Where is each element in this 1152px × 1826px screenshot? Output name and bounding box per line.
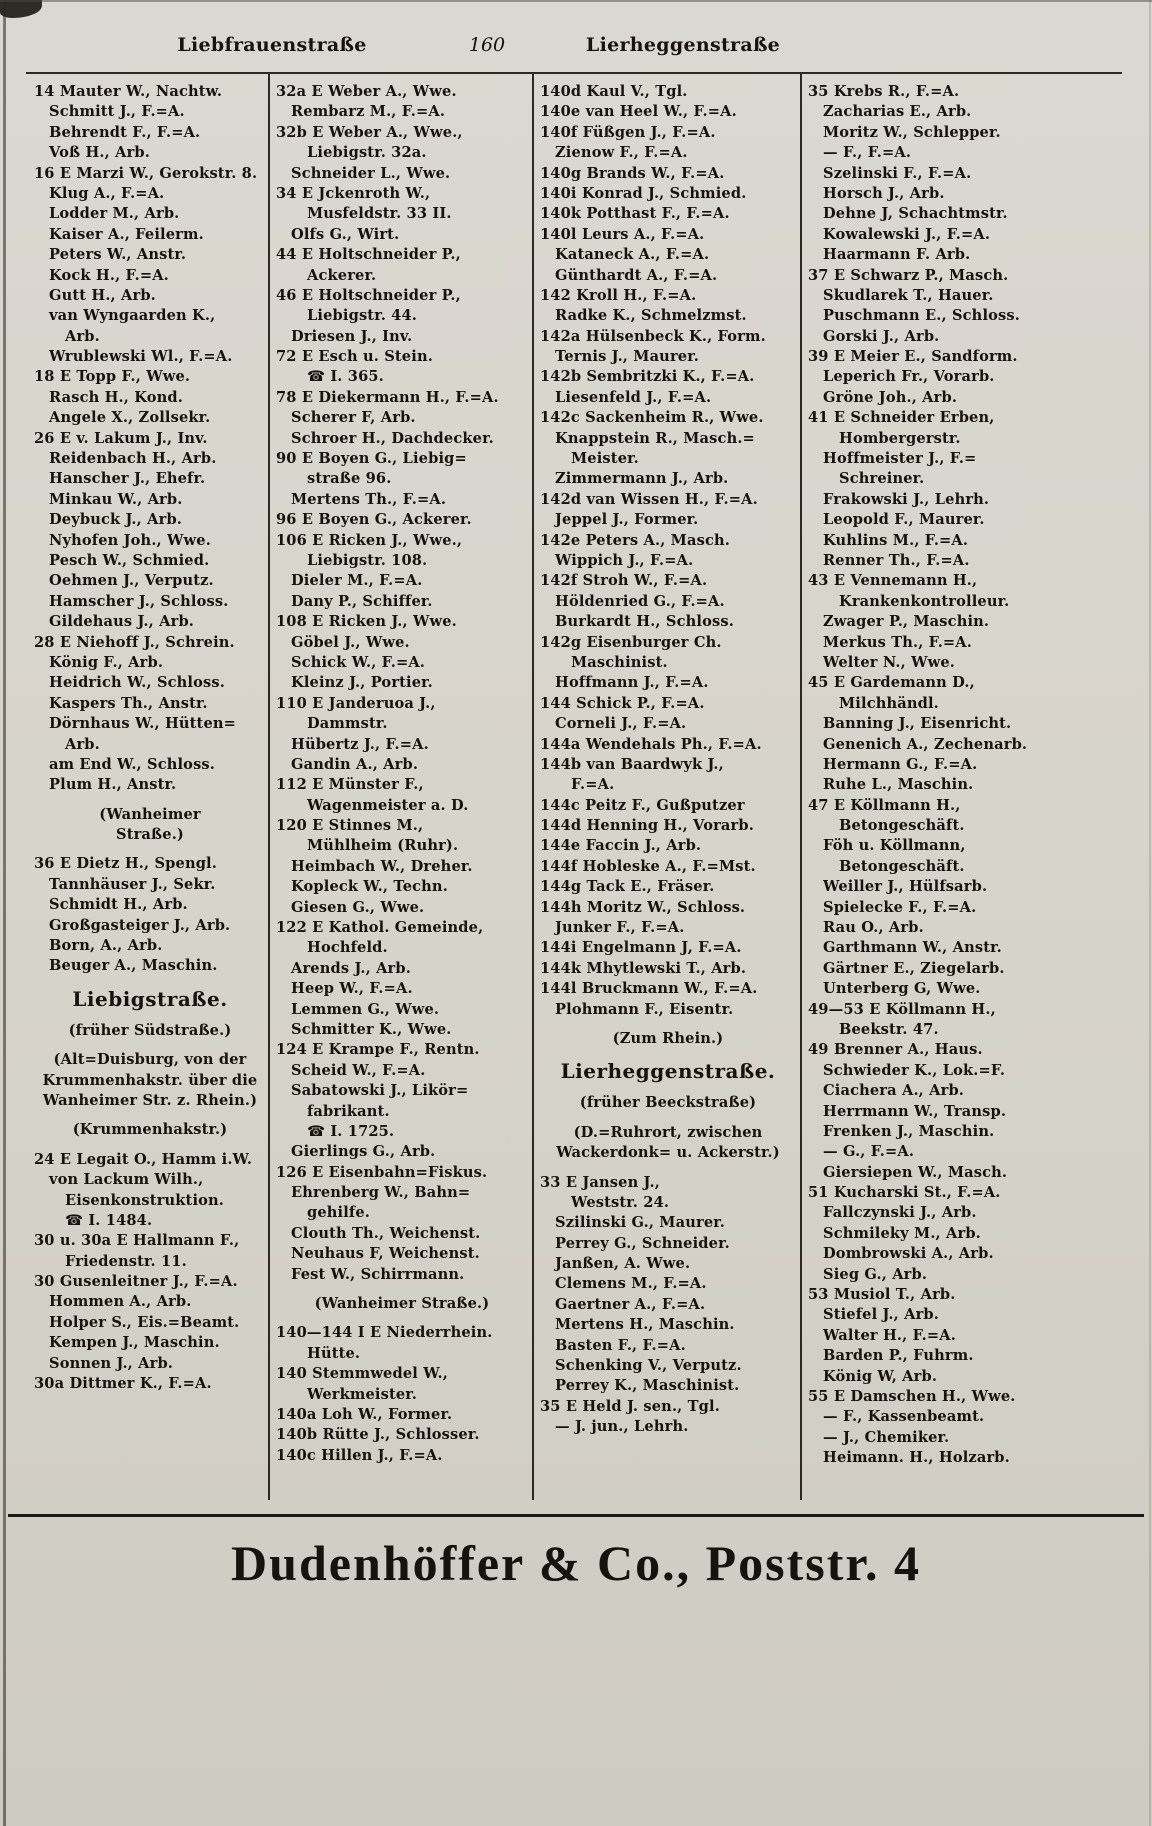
directory-line: Scheid W., F.=A. xyxy=(291,1061,426,1079)
directory-line: 140i Konrad J., Schmied. xyxy=(540,184,747,202)
street-heading: Liebigstraße. xyxy=(72,986,228,1011)
directory-line: 142c Sackenheim R., Wwe. xyxy=(540,409,764,427)
directory-line: Voß H., Arb. xyxy=(49,144,151,162)
directory-line: 144f Hobleske A., F.=Mst. xyxy=(540,857,756,875)
directory-line: 112 E Münster F., xyxy=(276,776,424,794)
directory-line: Zienow F., F.=A. xyxy=(555,144,688,162)
directory-line: Ackerer. xyxy=(307,266,377,284)
line-gap xyxy=(540,1084,796,1093)
directory-line: Wagenmeister a. D. xyxy=(307,796,469,814)
directory-line: Frenken J., Maschin. xyxy=(823,1122,995,1140)
directory-line: 140f Füßgen J., F.=A. xyxy=(540,123,716,141)
directory-line: 34 E Jckenroth W., xyxy=(276,184,431,202)
footer-rule xyxy=(8,1514,1144,1517)
directory-line: Mertens Th., F.=A. xyxy=(291,490,447,508)
directory-line: Betongeschäft. xyxy=(839,817,965,835)
directory-line: Gutt H., Arb. xyxy=(49,286,156,304)
directory-line: 18 E Topp F., Wwe. xyxy=(34,368,191,386)
line-gap xyxy=(34,845,266,854)
directory-line: Peters W., Anstr. xyxy=(49,246,187,264)
line-gap xyxy=(34,1111,266,1120)
directory-line: 140b Rütte J., Schlosser. xyxy=(276,1426,480,1444)
directory-line: Gildehaus J., Arb. xyxy=(49,613,195,631)
directory-line: Hochfeld. xyxy=(307,939,388,957)
directory-line: Born, A., Arb. xyxy=(49,937,163,955)
note-line: (Alt=Duisburg, von der xyxy=(53,1051,247,1069)
directory-line: Gandin A., Arb. xyxy=(291,755,419,773)
column-divider-1 xyxy=(268,72,270,1500)
directory-line: Haarmann F. Arb. xyxy=(823,246,971,264)
directory-line: Perrey K., Maschinist. xyxy=(555,1377,740,1395)
directory-line: 144e Faccin J., Arb. xyxy=(540,837,702,855)
directory-line: Garthmann W., Anstr. xyxy=(823,939,1002,957)
directory-line: 37 E Schwarz P., Masch. xyxy=(808,266,1009,284)
directory-line: Jeppel J., Former. xyxy=(555,511,699,529)
directory-line: Holper S., Eis.=Beamt. xyxy=(49,1313,240,1331)
directory-line: Krankenkontrolleur. xyxy=(839,592,1010,610)
directory-line: 142 Kroll H., F.=A. xyxy=(540,286,697,304)
line-gap xyxy=(540,1049,796,1058)
directory-line: 144b van Baardwyk J., xyxy=(540,755,724,773)
directory-line: 140l Leurs A., F.=A. xyxy=(540,225,705,243)
directory-line: Schmidt H., Arb. xyxy=(49,896,188,914)
directory-line: 140g Brands W., F.=A. xyxy=(540,164,725,182)
directory-line: Kuhlins M., F.=A. xyxy=(823,531,969,549)
directory-line: Heep W., F.=A. xyxy=(291,980,413,998)
directory-line: Minkau W., Arb. xyxy=(49,490,183,508)
directory-line: 140 Stemmwedel W., xyxy=(276,1365,448,1383)
directory-line: 144c Peitz F., Gußputzer xyxy=(540,796,745,814)
directory-line: Leperich Fr., Vorarb. xyxy=(823,368,995,386)
directory-line: Beuger A., Maschin. xyxy=(49,957,218,975)
directory-line: Milchhändl. xyxy=(839,694,939,712)
directory-line: gehilfe. xyxy=(307,1204,371,1222)
directory-line: 126 E Eisenbahn=Fiskus. xyxy=(276,1163,488,1181)
scan-artifact-top-edge xyxy=(0,0,1152,2)
directory-line: Schick W., F.=A. xyxy=(291,653,426,671)
note-line: (Wanheimer xyxy=(99,805,201,823)
directory-line: Kaspers Th., Anstr. xyxy=(49,694,208,712)
directory-line: 110 E Janderuoa J., xyxy=(276,694,436,712)
directory-line: 46 E Holtschneider P., xyxy=(276,286,461,304)
directory-line: Stiefel J., Arb. xyxy=(823,1306,940,1324)
directory-line: Meister. xyxy=(571,450,639,468)
directory-line: — F., Kassenbeamt. xyxy=(823,1408,985,1426)
telephone-icon: ☎ xyxy=(65,1211,84,1229)
directory-line: 72 E Esch u. Stein. xyxy=(276,348,433,366)
directory-line: 28 E Niehoff J., Schrein. xyxy=(34,633,235,651)
directory-line: Kataneck A., F.=A. xyxy=(555,246,710,264)
directory-line: Hütte. xyxy=(307,1344,361,1362)
directory-line: 144d Henning H., Vorarb. xyxy=(540,817,754,835)
directory-line: Rembarz M., F.=A. xyxy=(291,103,446,121)
directory-line: Dehne J, Schachtmstr. xyxy=(823,205,1008,223)
line-gap xyxy=(540,1164,796,1173)
page-number: 160 xyxy=(468,34,506,56)
directory-line: 142f Stroh W., F.=A. xyxy=(540,572,708,590)
directory-line: 106 E Ricken J., Wwe., xyxy=(276,531,463,549)
directory-line: Göbel J., Wwe. xyxy=(291,633,410,651)
directory-line: 140a Loh W., Former. xyxy=(276,1406,453,1423)
directory-line: Föh u. Köllmann, xyxy=(823,837,966,855)
directory-line: Plum H., Anstr. xyxy=(49,776,177,794)
directory-line: 140c Hillen J., F.=A. xyxy=(276,1446,443,1464)
directory-line: 142b Sembritzki K., F.=A. xyxy=(540,368,755,386)
directory-line: Werkmeister. xyxy=(307,1385,418,1403)
note-line: (früher Südstraße.) xyxy=(68,1021,232,1039)
directory-line: Gierlings G., Arb. xyxy=(291,1143,436,1161)
directory-column-4 xyxy=(808,82,1120,1469)
directory-line: straße 96. xyxy=(307,470,392,488)
header-street-right: Lierheggenstraße xyxy=(585,34,781,56)
directory-line: 36 E Dietz H., Spengl. xyxy=(34,855,217,873)
directory-line: 142a Hülsenbeck K., Form. xyxy=(540,327,766,345)
directory-line: 26 E v. Lakum J., Inv. xyxy=(34,429,208,447)
directory-line: Herrmann W., Transp. xyxy=(823,1102,1007,1120)
directory-line: ☎ I. 365. xyxy=(307,368,384,386)
directory-line: Mertens H., Maschin. xyxy=(555,1316,735,1334)
line-gap xyxy=(34,1141,266,1150)
note-line: Wackerdonk= u. Ackerstr.) xyxy=(556,1144,780,1162)
directory-column-2 xyxy=(276,82,528,1466)
directory-line: Corneli J., F.=A. xyxy=(555,715,687,733)
directory-column-1 xyxy=(34,82,266,1394)
directory-line: 144 Schick P., F.=A. xyxy=(540,694,705,712)
directory-line: 41 E Schneider Erben, xyxy=(808,409,995,427)
directory-line: 30a Dittmer K., F.=A. xyxy=(34,1375,212,1393)
directory-line: Zacharias E., Arb. xyxy=(823,103,972,121)
directory-line: 45 E Gardemann D., xyxy=(808,674,975,692)
directory-line: Barden P., Fuhrm. xyxy=(823,1347,974,1365)
directory-line: Genenich A., Zechenarb. xyxy=(823,735,1028,753)
directory-line: 142g Eisenburger Ch. xyxy=(540,633,722,651)
directory-line: Clemens M., F.=A. xyxy=(555,1275,707,1293)
directory-line: Schmitter K., Wwe. xyxy=(291,1020,452,1038)
directory-line: Knappstein R., Masch.= xyxy=(555,429,755,447)
directory-line: — J. jun., Lehrh. xyxy=(555,1418,689,1436)
directory-line: Junker F., F.=A. xyxy=(555,919,685,937)
telephone-icon: ☎ xyxy=(307,1122,326,1140)
line-gap xyxy=(540,1020,796,1029)
header-rule xyxy=(26,72,1122,74)
directory-line: Rasch H., Kond. xyxy=(49,388,183,406)
directory-line: 32a E Weber A., Wwe. xyxy=(276,83,457,100)
directory-line: 144l Bruckmann W., F.=A. xyxy=(540,980,758,998)
directory-line: Driesen J., Inv. xyxy=(291,327,413,345)
directory-line: 142e Peters A., Masch. xyxy=(540,531,730,549)
directory-line: 39 E Meier E., Sandform. xyxy=(808,348,1018,366)
directory-line: Schwieder K., Lok.=F. xyxy=(823,1061,1006,1079)
header-street-left: Liebfrauenstraße xyxy=(177,34,367,56)
directory-line: 35 Krebs R., F.=A. xyxy=(808,83,960,100)
note-line: Wanheimer Str. z. Rhein.) xyxy=(42,1091,258,1109)
street-heading: Lierheggenstraße. xyxy=(560,1059,776,1084)
directory-line: Angele X., Zollsekr. xyxy=(49,409,211,427)
directory-line: Hoffmann J., F.=A. xyxy=(555,674,709,692)
directory-line: Ehrenberg W., Bahn= xyxy=(291,1184,471,1202)
directory-line: ☎ I. 1484. xyxy=(65,1211,153,1229)
directory-line: König W, Arb. xyxy=(823,1367,938,1385)
note-line: (D.=Ruhrort, zwischen xyxy=(573,1123,763,1141)
directory-line: Ternis J., Maurer. xyxy=(555,348,699,366)
directory-line: 122 E Kathol. Gemeinde, xyxy=(276,919,484,937)
directory-line: König F., Arb. xyxy=(49,653,164,671)
directory-line: Merkus Th., F.=A. xyxy=(823,633,973,651)
directory-line: Großgasteiger J., Arb. xyxy=(49,916,231,934)
directory-line: 108 E Ricken J., Wwe. xyxy=(276,613,457,631)
directory-line: 30 u. 30a E Hallmann F., xyxy=(34,1232,240,1250)
directory-line: Spielecke F., F.=A. xyxy=(823,898,977,916)
directory-line: Schneider L., Wwe. xyxy=(291,164,451,182)
directory-line: Hombergerstr. xyxy=(839,429,961,447)
directory-line: Kleinz J., Portier. xyxy=(291,674,433,692)
directory-line: 33 E Jansen J., xyxy=(540,1173,660,1191)
directory-line: 32b E Weber A., Wwe., xyxy=(276,123,463,141)
directory-line: Clouth Th., Weichenst. xyxy=(291,1224,481,1242)
directory-line: Fallczynski J., Arb. xyxy=(823,1204,977,1222)
directory-line: Perrey G., Schneider. xyxy=(555,1234,730,1252)
directory-line: 43 E Vennemann H., xyxy=(808,572,978,590)
directory-line: Lodder M., Arb. xyxy=(49,205,180,223)
directory-line: von Lackum Wilh., xyxy=(49,1171,204,1189)
directory-line: 16 E Marzi W., Gerokstr. 8. xyxy=(34,164,258,182)
directory-line: 30 Gusenleitner J., F.=A. xyxy=(34,1273,238,1291)
directory-line: van Wyngaarden K., xyxy=(49,307,216,325)
directory-line: Welter N., Wwe. xyxy=(823,653,956,671)
advertisement-text: Dudenhöffer & Co., Poststr. 4 xyxy=(231,1535,921,1591)
directory-line: Höldenried G., F.=A. xyxy=(555,592,725,610)
directory-line: Betongeschäft. xyxy=(839,857,965,875)
directory-line: fabrikant. xyxy=(307,1102,390,1120)
directory-line: Wippich J., F.=A. xyxy=(555,551,694,569)
note-line: Krummenhakstr. über die xyxy=(42,1071,258,1089)
directory-line: Heimann. H., Holzarb. xyxy=(823,1449,1010,1467)
directory-line: Unterberg G, Wwe. xyxy=(823,980,981,998)
directory-line: 142d van Wissen H., F.=A. xyxy=(540,490,758,508)
directory-line: 144a Wendehals Ph., F.=A. xyxy=(540,735,762,753)
directory-line: Liesenfeld J., F.=A. xyxy=(555,388,712,406)
directory-line: Plohmann F., Eisentr. xyxy=(555,1000,734,1018)
directory-line: Kock H., F.=A. xyxy=(49,266,169,284)
directory-line: Deybuck J., Arb. xyxy=(49,511,183,529)
directory-line: Günthardt A., F.=A. xyxy=(555,266,718,284)
note-line: (Wanheimer Straße.) xyxy=(314,1295,490,1313)
directory-line: 14 Mauter W., Nachtw. xyxy=(34,83,223,100)
note-line: (Zum Rhein.) xyxy=(612,1029,724,1047)
directory-line: Burkardt H., Schloss. xyxy=(555,613,734,631)
directory-line: Dammstr. xyxy=(307,715,388,733)
directory-line: Hamscher J., Schloss. xyxy=(49,592,229,610)
line-gap xyxy=(276,1314,528,1323)
directory-line: Klug A., F.=A. xyxy=(49,184,165,202)
line-gap xyxy=(34,1041,266,1050)
scan-artifact-corner xyxy=(0,0,42,18)
directory-line: Puschmann E., Schloss. xyxy=(823,307,1020,325)
note-line: (Krummenhakstr.) xyxy=(72,1121,228,1139)
directory-line: 49—53 E Köllmann H., xyxy=(808,1000,996,1018)
directory-line: Oehmen J., Verputz. xyxy=(49,572,214,590)
directory-line: Sieg G., Arb. xyxy=(823,1265,928,1283)
directory-line: Ciachera A., Arb. xyxy=(823,1082,965,1100)
directory-line: 140e van Heel W., F.=A. xyxy=(540,103,737,121)
directory-line: Ruhe L., Maschin. xyxy=(823,776,974,794)
note-line: Straße.) xyxy=(116,826,184,844)
directory-line: Reidenbach H., Arb. xyxy=(49,450,217,468)
directory-line: Behrendt F., F.=A. xyxy=(49,123,201,141)
directory-line: Kowalewski J., F.=A. xyxy=(823,225,991,243)
directory-line: Zimmermann J., Arb. xyxy=(555,470,729,488)
directory-line: 140d Kaul V., Tgl. xyxy=(540,83,688,100)
directory-line: Janßen, A. Wwe. xyxy=(555,1255,691,1273)
directory-line: Neuhaus F, Weichenst. xyxy=(291,1245,480,1263)
directory-line: Dieler M., F.=A. xyxy=(291,572,423,590)
directory-line: Liebigstr. 44. xyxy=(307,307,417,325)
directory-line: Skudlarek T., Hauer. xyxy=(823,286,994,304)
directory-line: 44 E Holtschneider P., xyxy=(276,246,461,264)
directory-line: Schreiner. xyxy=(839,470,925,488)
directory-line: 51 Kucharski St., F.=A. xyxy=(808,1184,1001,1202)
directory-line: Musfeldstr. 33 II. xyxy=(307,205,452,223)
directory-line: Gärtner E., Ziegelarb. xyxy=(823,959,1005,977)
directory-line: Nyhofen Joh., Wwe. xyxy=(49,531,211,549)
directory-line: Liebigstr. 32a. xyxy=(307,144,427,162)
directory-line: Olfs G., Wirt. xyxy=(291,225,400,243)
directory-line: Maschinist. xyxy=(571,653,668,671)
directory-line: Wrublewski Wl., F.=A. xyxy=(49,348,233,366)
directory-line: 78 E Diekermann H., F.=A. xyxy=(276,388,499,406)
telephone-icon: ☎ xyxy=(307,368,326,386)
directory-line: 140—144 I E Niederrhein. xyxy=(276,1324,493,1342)
directory-line: Arb. xyxy=(65,327,100,345)
directory-line: Hermann G., F.=A. xyxy=(823,755,978,773)
directory-line: Pesch W., Schmied. xyxy=(49,551,210,569)
directory-line: Schroer H., Dachdecker. xyxy=(291,429,494,447)
directory-line: Hoffmeister J., F.= xyxy=(823,450,977,468)
line-gap xyxy=(34,1012,266,1021)
directory-line: 47 E Köllmann H., xyxy=(808,796,961,814)
directory-line: 144k Mhytlewski T., Arb. xyxy=(540,959,747,977)
directory-line: Banning J., Eisenricht. xyxy=(823,715,1012,733)
directory-line: — F., F.=A. xyxy=(823,144,912,162)
directory-line: Gorski J., Arb. xyxy=(823,327,940,345)
directory-line: — G., F.=A. xyxy=(823,1143,915,1161)
directory-line: Frakowski J., Lehrh. xyxy=(823,490,990,508)
directory-line: 53 Musiol T., Arb. xyxy=(808,1286,956,1304)
directory-line: Arends J., Arb. xyxy=(291,959,411,977)
directory-line: 140k Potthast F., F.=A. xyxy=(540,205,730,223)
directory-line: Kaiser A., Feilerm. xyxy=(49,225,204,243)
directory-line: am End W., Schloss. xyxy=(49,755,216,773)
directory-line: Beekstr. 47. xyxy=(839,1020,939,1038)
directory-line: Gaertner A., F.=A. xyxy=(555,1295,706,1313)
directory-line: Friedenstr. 11. xyxy=(65,1252,187,1270)
directory-line: Schmitt J., F.=A. xyxy=(49,103,185,121)
directory-line: Rau O., Arb. xyxy=(823,919,924,937)
directory-line: Giersiepen W., Masch. xyxy=(823,1163,1008,1181)
directory-line: 24 E Legait O., Hamm i.W. xyxy=(34,1150,253,1168)
directory-line: Basten F., F.=A. xyxy=(555,1336,686,1354)
directory-line: Schmileky M., Arb. xyxy=(823,1224,981,1242)
directory-line: Zwager P., Maschin. xyxy=(823,613,990,631)
directory-line: Tannhäuser J., Sekr. xyxy=(49,875,216,893)
directory-line: Heidrich W., Schloss. xyxy=(49,674,225,692)
directory-line: Moritz W., Schlepper. xyxy=(823,123,1001,141)
directory-line: Scherer F, Arb. xyxy=(291,409,416,427)
directory-line: 90 E Boyen G., Liebig= xyxy=(276,450,467,468)
directory-line: 144i Engelmann J, F.=A. xyxy=(540,939,742,957)
directory-line: Walter H., F.=A. xyxy=(823,1326,956,1344)
directory-line: Kopleck W., Techn. xyxy=(291,878,448,896)
directory-line: Weiller J., Hülfsarb. xyxy=(823,878,988,896)
directory-line: F.=A. xyxy=(571,776,615,794)
note-line: (früher Beeckstraße) xyxy=(579,1094,757,1112)
directory-line: Renner Th., F.=A. xyxy=(823,551,970,569)
directory-line: Arb. xyxy=(65,735,100,753)
line-gap xyxy=(34,977,266,986)
directory-line: Gröne Joh., Arb. xyxy=(823,388,958,406)
line-gap xyxy=(276,1285,528,1294)
directory-line: 120 E Stinnes M., xyxy=(276,817,424,835)
directory-column-3 xyxy=(540,82,796,1438)
directory-line: Leopold F., Maurer. xyxy=(823,511,985,529)
directory-line: — J., Chemiker. xyxy=(823,1428,950,1446)
directory-line: 35 E Held J. sen., Tgl. xyxy=(540,1397,720,1415)
directory-line: Szelinski F., F.=A. xyxy=(823,164,972,182)
directory-line: Eisenkonstruktion. xyxy=(65,1191,225,1209)
directory-line: Dörnhaus W., Hütten= xyxy=(49,715,237,733)
directory-line: 96 E Boyen G., Ackerer. xyxy=(276,511,472,529)
line-gap xyxy=(540,1114,796,1123)
line-gap xyxy=(34,796,266,805)
directory-line: Szilinski G., Maurer. xyxy=(555,1214,725,1232)
directory-line: Fest W., Schirrmann. xyxy=(291,1265,465,1283)
directory-line: Sonnen J., Arb. xyxy=(49,1354,174,1372)
directory-line: Hanscher J., Ehefr. xyxy=(49,470,206,488)
directory-line: 49 Brenner A., Haus. xyxy=(808,1041,983,1059)
directory-line: Dany P., Schiffer. xyxy=(291,592,433,610)
directory-line: Hübertz J., F.=A. xyxy=(291,735,429,753)
directory-line: Dombrowski A., Arb. xyxy=(823,1245,994,1263)
directory-line: 55 E Damschen H., Wwe. xyxy=(808,1388,1016,1405)
directory-line: 144h Moritz W., Schloss. xyxy=(540,898,746,916)
directory-line: Giesen G., Wwe. xyxy=(291,898,425,916)
directory-line: Liebigstr. 108. xyxy=(307,551,428,569)
directory-line: Schenking V., Verputz. xyxy=(555,1357,742,1375)
directory-line: Mühlheim (Ruhr). xyxy=(307,837,459,855)
directory-line: Horsch J., Arb. xyxy=(823,184,945,202)
directory-line: ☎ I. 1725. xyxy=(307,1122,395,1140)
column-divider-2 xyxy=(532,72,534,1500)
directory-line: Heimbach W., Dreher. xyxy=(291,857,473,875)
directory-line: 124 E Krampe F., Rentn. xyxy=(276,1041,480,1059)
directory-line: Weststr. 24. xyxy=(571,1193,670,1211)
column-divider-3 xyxy=(800,72,802,1500)
directory-line: Kempen J., Maschin. xyxy=(49,1334,220,1352)
directory-line: Hommen A., Arb. xyxy=(49,1293,192,1311)
directory-line: Radke K., Schmelzmst. xyxy=(555,307,747,325)
directory-line: Sabatowski J., Likör= xyxy=(291,1082,469,1100)
directory-line: 144g Tack E., Fräser. xyxy=(540,878,715,896)
directory-line: Lemmen G., Wwe. xyxy=(291,1000,440,1018)
